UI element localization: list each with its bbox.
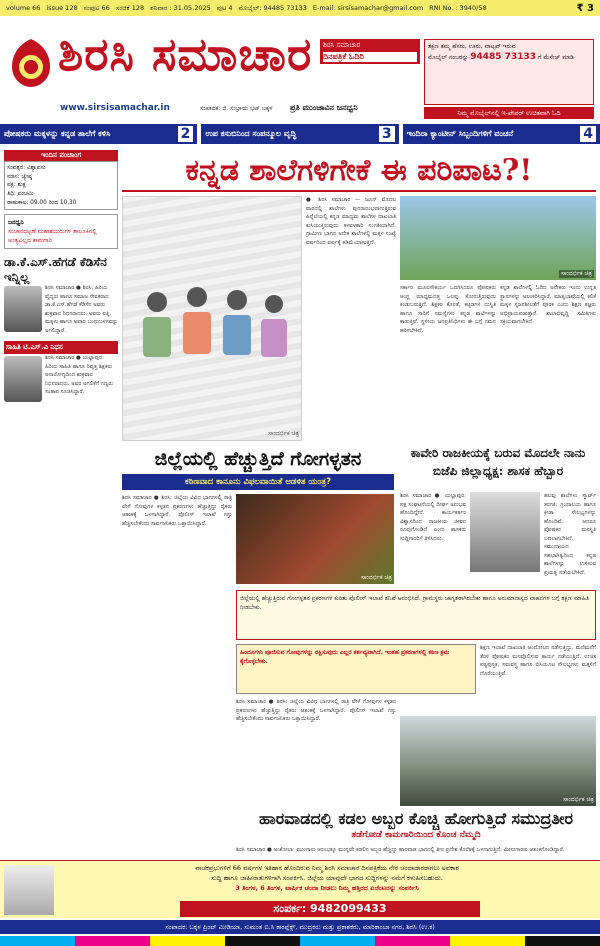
epaper-ad — [424, 39, 594, 105]
epaper-ad-line1: ತಕ್ಷಣ ತಮ್ಮ ಹೆಸರು, ಊರು, ವಾಟ್ಸಪ್ ಇರುವ — [428, 43, 516, 50]
sea-erosion-headline[interactable] — [236, 808, 596, 830]
portrait-photo — [4, 356, 42, 402]
ticker-text: ಪೋಷಕರು ಮಕ್ಕಳನ್ನು ಕನ್ನಡ ಶಾಲೆಗೆ ಕಳಿಸಿ — [4, 129, 111, 138]
mla-photo — [470, 492, 540, 572]
sea-erosion-subhead: ತಡೆಗೋಡೆ ಕಾಮಗಾರಿಯಿಂದ ಕೊಂಚ ನೆಮ್ಮದಿ — [351, 830, 481, 840]
newspaper-thumbnail — [4, 865, 54, 915]
epaper-ad-phone[interactable]: 94485 73133 — [470, 52, 536, 63]
subscription-ad — [0, 860, 600, 918]
obituary-headline[interactable]: ಡಾ.ಕೆ.ಎಸ್.ಹೆಗಡೆ ಕೆಡಿಸೆನ ಇನ್ನಿಲ್ಲ — [4, 255, 107, 284]
image-caption: ಸಾಂದರ್ಭಿಕ ಚಿತ್ರ — [560, 270, 592, 277]
politics-body: ಶಿರಸಿ ಸಮಾಚಾರ ● ಯಲ್ಲಾಪುರ: ಪಕ್ಷ ಸಂಘಟನೆಯಲ್ಲಿ ದೀರ್ಘ ಅನುಭವ ಹೊಂದಿದ್ದೇನೆ. ಕಾರ್ಯಕರ್ತರ ವಿಶ್ವಾಸದಿಂದ ರಾಜಕೀಯ ಜೀವನ ರೂಪುಗೊಂಡಿದೆ ಎಂದು ಶಾಸಕರು ಸುದ್ದಿಗಾರರಿಗೆ ತಿಳಿಸಿದರು. — [400, 493, 466, 542]
tagline: ಪ್ರತಿ ಮುಂಜಾವಿನ ಜನಧ್ವನಿ — [290, 103, 358, 112]
obituary2-headline[interactable]: ಸಾಹಿತಿ ಟಿ.ಎಸ್.ವಿ ನಿಧನ — [4, 341, 118, 354]
ticker-item[interactable] — [0, 124, 197, 144]
subscription-ad-text — [60, 864, 594, 893]
sea-erosion-headline-1: ಹಾರವಾಡದಲ್ಲಿ ಕಡಲ ಅಬ್ಬರ — [259, 809, 404, 828]
ad-line3: 3 ತಿಂಗಳ, 6 ತಿಂಗಳ, ವಾರ್ಷಿಕ ಚಂದಾ ನೀಡಲು ನಿಮ್ಮ ಹತ್ತಿರದ ಏಜೆಂಟರನ್ನು ಸಂಪರ್ಕಿಸಿ — [235, 883, 419, 892]
masthead — [0, 17, 600, 115]
notice-box — [4, 214, 118, 249]
subscribe-tab — [320, 39, 420, 64]
contact-phone[interactable]: ಸಂಪರ್ಕ: 9482099433 — [180, 901, 480, 917]
portrait-photo — [4, 286, 42, 332]
cattle-photo — [236, 494, 394, 584]
obituary-body — [4, 284, 118, 335]
issue-date: ಶನಿವಾರ : 31.05.2025 — [150, 3, 211, 12]
lead-illustration — [122, 196, 302, 441]
kn-volume: ಸಂಪುಟ 66 — [83, 3, 110, 12]
almanac-line: ಮಾಸ: ಜ್ಯೇಷ್ಠ — [7, 173, 32, 180]
lead-column: ● ಶಿರಸಿ ಸಮಾಚಾರ — ಜೂನ್ ಮೊದಲ ವಾರದಲ್ಲಿ ಶಾಲೆಗಳು ಪುನರಾರಂಭವಾಗುತ್ತಿರುವ ಹಿನ್ನೆಲೆಯಲ್ಲಿ ಕನ್ನಡ ಮಾಧ್ಯಮ ಶಾಲೆಗಳ ದಾಖಲಾತಿ ಕುಸಿಯುತ್ತಿರುವುದು ಕಳವಳಕಾರಿ ಸಂಗತಿಯಾಗಿದೆ. ಗ್ರಾಮೀಣ ಭಾಗದ ಅನೇಕ ಶಾಲೆಗಳಲ್ಲಿ ಮಕ್ಕಳ ಸಂಖ್ಯೆ ವರ್ಷದಿಂದ ವರ್ಷಕ್ಕೆ ಕಡಿಮೆಯಾಗುತ್ತಿದೆ. — [306, 197, 396, 246]
info-strip — [0, 0, 600, 16]
lead-column: ಶಿಕ್ಷಣ ಇಲಾಖೆ ದಾಖಲಾತಿ ಆಂದೋಲನ ನಡೆಸುತ್ತಿದ್ದು, ಮನೆಮನೆಗೆ ತೆರಳಿ ಪೋಷಕರ ಮನವೊಲಿಸುವ ಕಾರ್ಯ ನಡೆಯುತ್ತಿದೆ. ಉಚಿತ ಪಠ್ಯಪುಸ್ತಕ, ಸಮವಸ್ತ್ರ ಹಾಗೂ ಬಿಸಿಯೂಟ ಸೌಲಭ್ಯಗಳು ಮಕ್ಕಳಿಗೆ ದೊರೆಯುತ್ತಿವೆ. — [480, 645, 596, 677]
epaper-ad-line3: ಗೆ ಮೆಸೇಜ್ ಮಾಡಿ — [537, 54, 574, 62]
obituary2-body — [4, 354, 118, 397]
cattle-theft-body: ಶಿರಸಿ ಸಮಾಚಾರ ● ಶಿರಸಿ: ಜಿಲ್ಲೆಯ ವಿವಿಧ ಭಾಗಗಳಲ್ಲಿ ರಾತ್ರಿ ವೇಳೆ ಗೋವುಗಳ ಕಳ್ಳತನ ಪ್ರಕರಣಗಳು ಹೆಚ್ಚುತ್ತಿದ್ದು ರೈತರು ಆತಂಕಕ್ಕೆ ಒಳಗಾಗಿದ್ದಾರೆ. ಪೊಲೀಸ್ ಇಲಾಖೆ ಗಸ್ತು ಹೆಚ್ಚಿಸಬೇಕೆಂದು ಸಾರ್ವಜನಿಕರು ಒತ್ತಾಯಿಸಿದ್ದಾರೆ. — [122, 495, 232, 527]
lead-column: ಕನ್ನಡ ಶಾಲೆಗಳಲ್ಲಿ ಓದಿದ ಅನೇಕರು ಇಂದು ಉನ್ನತ ಸ್ಥಾನಗಳನ್ನು ಅಲಂಕರಿಸಿದ್ದಾರೆ. ಮಾತೃಭಾಷೆಯಲ್ಲಿ ಕಲಿಕೆ ಮಕ್ಕಳ ಸೃಜನಶೀಲತೆಗೆ ಪೂರಕ ಎಂದು ಶಿಕ್ಷಣ ತಜ್ಞರು ಅಭಿಪ್ರಾಯಪಡುತ್ತಾರೆ. ಶಾಲಾಭಿವೃದ್ಧಿ ಸಮಿತಿಗಳು ಸಕ್ರಿಯವಾಗಬೇಕಿದೆ. — [500, 285, 596, 326]
ticker-text: ಇಂದಿರಾ ಕ್ಯಾಂಟೀನ್ ಸಿಬ್ಬಂದಿಗಳಿಗೆ ವಂಚನೆ — [406, 129, 514, 138]
highlight-box-2: ಹಿಂದೂಗಳು ಪೂಜಿಸುವ ಗೋವುಗಳನ್ನು ರಕ್ಷಿಸುವುದು ಎಲ್ಲರ ಕರ್ತವ್ಯವಾಗಿದೆ. ಇಂತಹ ಪ್ರಕರಣಗಳಲ್ಲಿ ಕಠಿಣ ಕ್ರಮ ಕೈಗೊಳ್ಳಬೇಕು. — [236, 644, 476, 694]
politics-headline[interactable]: ಕಾವೇರಿ ರಾಜಕೀಯಕ್ಕೆ ಬರುವ ಮೊದಲೇ ನಾನು ಬಿಜೆಪಿ ಜಿಲ್ಲಾಧ್ಯಕ್ಷ: ಶಾಸಕ ಹೆಬ್ಬಾರ — [410, 446, 586, 478]
lead-headline[interactable]: ಕನ್ನಡ ಶಾಲೆಗಳಿಗೇಕೆ ಈ ಪರಿಪಾಟ?! — [122, 150, 596, 192]
print-color-bar — [0, 936, 600, 946]
ad-line2: ಸುದ್ದಿ ಹಾಗೂ ಜಾಹೀರಾತುಗಳಿಗಾಗಿ ಸಂಪರ್ಕಿಸಿ. ಜಿಲ್ಲೆಯ ಯಾವುದೇ ಭಾಗದ ಸುದ್ದಿಗಳನ್ನು ನಮಗೆ ಕಳುಹಿಸಬಹುದು. — [211, 873, 443, 882]
left-column — [4, 150, 118, 870]
politics-body-continued: ಹಲವು ಶಾಲೆಗಳು ಸ್ಮಾರ್ಟ್ ತರಗತಿ, ಗ್ರಂಥಾಲಯ ಹಾಗೂ ಕ್ರೀಡಾ ಸೌಲಭ್ಯಗಳನ್ನು ಹೊಂದಿವೆ. ಆದರೂ ಪೋಷಕರ ಮನಸ್ಥಿತಿ ಬದಲಾಗಬೇಕಿದೆ. ಸಮುದಾಯದ ಸಹಭಾಗಿತ್ವದಿಂದ ಕನ್ನಡ ಶಾಲೆಗಳನ್ನು ಉಳಿಸುವ ಪ್ರಯತ್ನ ನಡೆಯಬೇಕಿದೆ. — [544, 493, 596, 576]
almanac-line: ಸಂವತ್ಸರ: ವಿಶ್ವಾವಸು — [7, 165, 46, 171]
headline-ticker — [0, 124, 600, 144]
mobile-number: ಮೊಬೈಲ್: 94485 73133 — [238, 3, 307, 12]
ticker-text: ಉಪ ಕಸುಬಿನಿಂದ ಸಂಪನ್ಮೂಲ ವೃದ್ಧಿ — [205, 129, 297, 138]
obituary2-text: ಶಿರಸಿ ಸಮಾಚಾರ ● ಯಲ್ಲಾಪುರ: ಹಿರಿಯ ಸಾಹಿತಿ ಹಾಗೂ ನಿವೃತ್ತ ಶಿಕ್ಷಕರು ಅನಾರೋಗ್ಯದಿಂದ ಶುಕ್ರವಾರ ನಿಧನರಾದರು. ಅವರ ಅಗಲಿಕೆಗೆ ಗಣ್ಯರು ಸಂತಾಪ ಸೂಚಿಸಿದ್ದಾರೆ. — [45, 355, 114, 396]
ticker-page-number: 3 — [379, 126, 395, 142]
ad-line1: ವಾಚಕಪ್ರಭುಗಳಿಗೆ 66 ವರ್ಷಗಳ ಇತಿಹಾಸ ಹೊಂದಿರುವ ನಿಮ್ಮ ಶಿರಸಿ ಸಮಾಚಾರ ದಿನಪತ್ರಿಕೆಯ ನೇರ ಚಂದಾದಾರರಾಗಲು ಅವಕಾಶ — [195, 864, 459, 872]
image-caption: ಸಾಂದರ್ಭಿಕ ಚಿತ್ರ — [267, 430, 299, 437]
image-caption: ಸಾಂದರ್ಭಿಕ ಚಿತ್ರ — [562, 796, 594, 803]
page-count: ಪುಟ 4 — [216, 3, 233, 12]
almanac-heading: ಇಂದಿನ ಪಂಚಾಂಗ — [4, 150, 118, 161]
epaper-ad-line2: ಮೊಬೈಲ್ ನಂಬರನ್ನು — [428, 54, 469, 62]
imprint-footer: ಸಂಪಾದಕ: ಬಕ್ಕಳ ಪ್ರಿಂಟ್ ಮೀಡಿಯಾ, ಸುಮಂತ ಬಿ.ಸಿ ಕಾಂಪ್ಲೆಕ್ಸ್, ಮುದ್ರಕರು ಮತ್ತು ಪ್ರಕಾಶಕರು, ಮಾರಿಕಾಂಬಾ ನಗರ, ಶಿರಸಿ (ಉ.ಕ) — [0, 920, 600, 934]
newspaper-title: ಶಿರಸಿ ಸಮಾಚಾರ — [58, 27, 313, 81]
notice-heading: ಜನಧ್ವನಿ — [8, 219, 24, 227]
ticker-item[interactable] — [403, 124, 600, 144]
ticker-page-number: 2 — [178, 126, 194, 142]
cattle-theft-subhead: ಕಠಿಣವಾದ ಕಾನೂನು ವಿಫಲವಾಯಿತೆ ಆಡಳಿತ ಯಂತ್ರ? — [122, 474, 394, 490]
email[interactable]: E-mail: sirsisamachar@gmail.com — [312, 4, 424, 12]
almanac-line: ತಿಥಿ: ಪಂಚಮಿ — [7, 191, 34, 198]
rni-number: RNI No. : 3940/58 — [429, 4, 487, 12]
epaper-ad-banner: ನಿಮ್ಮ ಮೊಬೈಲ್‌ನಲ್ಲಿ ಇ-ಪೇಪರ್ ಉಚಿತವಾಗಿ ಓದಿ — [424, 107, 594, 119]
obituary-text: ಶಿರಸಿ ಸಮಾಚಾರ ● ಶಿರಸಿ: ಹಿರಿಯ ವೈದ್ಯರು ಹಾಗೂ ಸಮಾಜ ಸೇವಕರಾದ ಡಾ.ಕೆ.ಎಸ್.ಹೆಗಡೆ ಕೆಡಿಸೆನ ಅವರು ಶುಕ್ರವಾರ ನಿಧನರಾದರು. ಅವರು ಪತ್ನಿ, ಮಕ್ಕಳು ಹಾಗೂ ಅಪಾರ ಬಂಧುಬಳಗವನ್ನು ಅಗಲಿದ್ದಾರೆ. — [45, 285, 118, 334]
issue: issue 128 — [46, 4, 78, 12]
ticker-page-number: 4 — [580, 126, 596, 142]
volume: volume 66 — [6, 4, 41, 12]
lead-column: ಸರ್ಕಾರ ಮೂಲಸೌಕರ್ಯ ಒದಗಿಸಿದರೂ ಪೋಷಕರು ಆಂಗ್ಲ ಮಾಧ್ಯಮದತ್ತ ಒಲವು ತೋರುತ್ತಿರುವುದು ಕಂಡುಬರುತ್ತಿದೆ. ಶಿಕ್ಷಕರ ಕೊರತೆ, ಕಟ್ಟಡಗಳ ದುಸ್ಥಿತಿ ಹಾಗೂ ಸಾರಿಗೆ ಸಮಸ್ಯೆಗಳು ಕನ್ನಡ ಶಾಲೆಗಳನ್ನು ಕಾಡುತ್ತಿವೆ. ಸ್ಥಳೀಯ ಜನಪ್ರತಿನಿಧಿಗಳು ಈ ಬಗ್ಗೆ ಗಮನ ಹರಿಸಬೇಕಿದೆ. — [400, 285, 496, 334]
sea-erosion-photo — [400, 716, 596, 806]
highlight-box: ಜಿಲ್ಲೆಯಲ್ಲಿ ಹೆಚ್ಚುತ್ತಿರುವ ಗೋಗಳ್ಳತನ ಪ್ರಕರಣಗಳ ಕುರಿತು ಪೊಲೀಸ್ ಇಲಾಖೆ ತನಿಖೆ ಆರಂಭಿಸಿದೆ. ಗ್ರಾಮಸ್ಥರು ಜಾಗೃತರಾಗಿರಬೇಕು ಹಾಗೂ ಅನುಮಾನಾಸ್ಪದ ವಾಹನಗಳ ಬಗ್ಗೆ ತಕ್ಷಣ ಮಾಹಿತಿ ನೀಡಬೇಕು. — [236, 590, 596, 640]
school-photo — [400, 196, 596, 280]
almanac-line: ರಾಹುಕಾಲ: 09.00 ರಿಂದ 10.30 — [7, 199, 77, 206]
subscribe-tab-bottom: ದಿನಪತ್ರಿಕೆ ಓದಿರಿ — [323, 52, 417, 62]
schoolchildren-illustration-icon — [123, 197, 303, 442]
sea-erosion-body: ಶಿರಸಿ ಸಮಾಚಾರ ● ಅಂಕೋಲಾ: ಮುಂಗಾರು ಆರಂಭಕ್ಕೂ ಮುನ್ನವೇ ಕಡಲಿನ ಅಬ್ಬರ ಹೆಚ್ಚಿದ್ದು ಹಾರವಾಡ ಭಾಗದಲ್ಲಿ ತೀರ ಪ್ರದೇಶ ಕೊರೆತಕ್ಕೆ ಒಳಗಾಗುತ್ತಿದೆ. ಮೀನುಗಾರರು ಆತಂಕಗೊಂಡಿದ್ದಾರೆ. — [236, 847, 565, 853]
almanac-line: ಪಕ್ಷ: ಶುಕ್ಲ — [7, 182, 26, 189]
newspaper-emblem-icon — [10, 37, 52, 89]
almanac-box — [4, 161, 118, 210]
website-link[interactable]: www.sirsisamachar.in — [60, 103, 170, 113]
subscribe-tab-top: ಶಿರಸಿ ಸಮಾಚಾರ — [323, 41, 361, 49]
cattle-theft-continued: ಶಿರಸಿ ಸಮಾಚಾರ ● ಶಿರಸಿ: ಜಿಲ್ಲೆಯ ವಿವಿಧ ಭಾಗಗಳಲ್ಲಿ ರಾತ್ರಿ ವೇಳೆ ಗೋವುಗಳ ಕಳ್ಳತನ ಪ್ರಕರಣಗಳು ಹೆಚ್ಚುತ್ತಿದ್ದು ರೈತರು ಆತಂಕಕ್ಕೆ ಒಳಗಾಗಿದ್ದಾರೆ. ಪೊಲೀಸ್ ಇಲಾಖೆ ಗಸ್ತು ಹೆಚ್ಚಿಸಬೇಕೆಂದು ಸಾರ್ವಜನಿಕರು ಒತ್ತಾಯಿಸಿದ್ದಾರೆ. — [236, 699, 396, 723]
notice-text: ಸಂಚಾರದಟ್ಟಣೆ ಮಹಾಶಯರುಗಳ ತಾಲೂಕಿನಲ್ಲಿ ಅಂತ್ಯವಿಲ್ಲದ ಕಾಮಗಾರಿ — [8, 228, 97, 245]
kn-issue: ಸಂಚಿಕೆ 128 — [115, 3, 145, 12]
ticker-item[interactable] — [201, 124, 398, 144]
price: ₹ 3 — [576, 2, 594, 14]
cattle-theft-headline[interactable]: ಜಿಲ್ಲೆಯಲ್ಲಿ ಹೆಚ್ಚುತ್ತಿದೆ ಗೋಗಳ್ಳತನ — [154, 448, 362, 470]
editor-credit: ಸಂಪಾದಕ: ಜಿ. ಸುಬ್ರಾಯ ಭಟ್ ಬಕ್ಕಳ — [200, 105, 273, 112]
sea-erosion-headline-2: ಕೊಚ್ಚಿ ಹೋಗುತ್ತಿದೆ ಸಮುದ್ರತೀರ — [408, 809, 573, 828]
image-caption: ಸಾಂದರ್ಭಿಕ ಚಿತ್ರ — [360, 574, 392, 581]
